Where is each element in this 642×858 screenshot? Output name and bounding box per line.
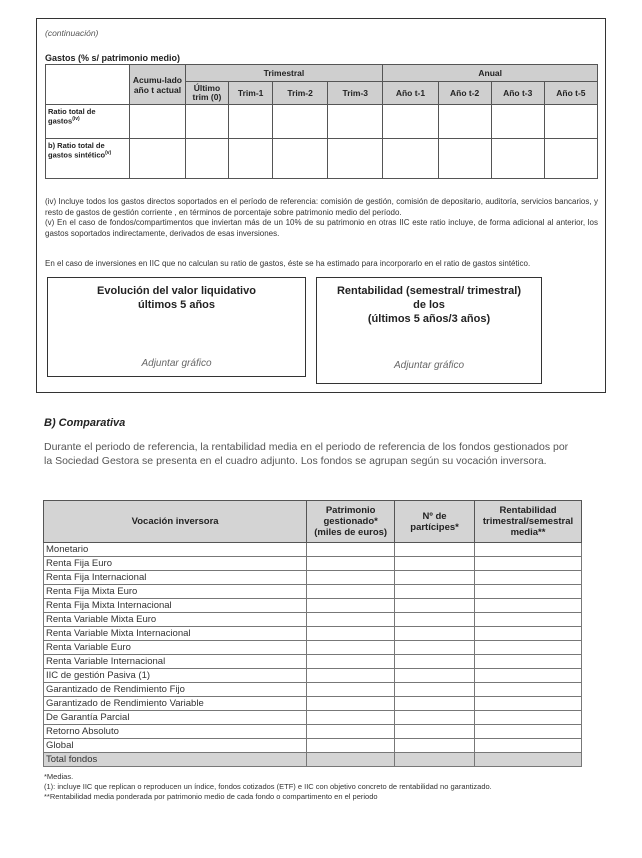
vocacion-cell: Renta Fija Mixta Internacional	[44, 599, 307, 613]
footnote-rentabilidad: **Rentabilidad media ponderada por patrimonio medio de cada fondo o compartimento en el periodo	[44, 792, 378, 801]
returns-title: Rentabilidad (semestral/ trimestral) de los (últimos 5 años/3 años)	[336, 285, 521, 325]
vocacion-cell: Renta Variable Internacional	[44, 655, 307, 669]
header-ano-t-5: Año t-5	[544, 82, 597, 105]
value-cell	[475, 669, 582, 683]
vocacion-cell: Renta Fija Euro	[44, 557, 307, 571]
value-cell	[395, 753, 475, 767]
value-cell	[395, 655, 475, 669]
value-cell	[475, 571, 582, 585]
header-acumulado: Acumu-lado año t actual	[130, 65, 185, 105]
comparison-table	[43, 500, 582, 767]
header-vocacion: Vocación inversora	[44, 501, 307, 543]
value-cell	[395, 599, 475, 613]
value-cell	[475, 627, 582, 641]
note-iic: En el caso de inversiones en IIC que no calculan su ratio de gastos, éste se ha estimado para incorporarlo en el ratio de gastos sintético.	[45, 259, 531, 268]
table-row	[44, 557, 582, 571]
vocacion-cell: Renta Variable Mixta Internacional	[44, 627, 307, 641]
vocacion-cell: Renta Variable Euro	[44, 641, 307, 655]
value-cell	[395, 697, 475, 711]
vocacion-cell: Retorno Absoluto	[44, 725, 307, 739]
section-b-intro: Durante el periodo de referencia, la rentabilidad media en el periodo de referencia de los fondos gestionados por la Sociedad Gestora se presenta en el cuadro adjunto. Los fondos se agrupan según su vocación inversora.	[44, 441, 569, 467]
value-cell	[307, 571, 395, 585]
value-cell	[475, 641, 582, 655]
attach-chart-placeholder: Adjuntar gráfico	[393, 360, 465, 371]
table-row	[44, 641, 582, 655]
value-cell	[475, 585, 582, 599]
table-row	[44, 669, 582, 683]
table-row	[44, 683, 582, 697]
value-cell	[307, 585, 395, 599]
header-rentabilidad: Rentabilidad trimestral/semestral media**	[475, 501, 582, 543]
vocacion-cell: Global	[44, 739, 307, 753]
header-ano-t-3: Año t-3	[491, 82, 544, 105]
header-participes: Nº de partícipes*	[395, 501, 475, 543]
header-trimestral: Trimestral	[185, 65, 383, 82]
table-row	[46, 139, 598, 179]
table-row	[46, 105, 598, 139]
section-b-title: B) Comparativa	[44, 417, 126, 429]
table-row	[44, 711, 582, 725]
table-row	[44, 599, 582, 613]
value-cell	[395, 739, 475, 753]
total-label: Total fondos	[44, 753, 307, 767]
value-cell	[395, 683, 475, 697]
expenses-table-title: Gastos (% s/ patrimonio medio)	[45, 53, 181, 63]
value-cell	[307, 613, 395, 627]
vocacion-cell: De Garantía Parcial	[44, 711, 307, 725]
value-cell	[475, 725, 582, 739]
value-cell	[307, 557, 395, 571]
header-trim-2: Trim-2	[273, 82, 328, 105]
vocacion-cell: IIC de gestión Pasiva (1)	[44, 669, 307, 683]
vocacion-cell: Garantizado de Rendimiento Variable	[44, 697, 307, 711]
table-row	[44, 571, 582, 585]
vocacion-cell: Renta Fija Internacional	[44, 571, 307, 585]
footnote-medias: *Medias.	[44, 772, 74, 781]
table-row	[44, 613, 582, 627]
header-trim-3: Trim-3	[328, 82, 383, 105]
table-row	[44, 725, 582, 739]
value-cell	[395, 711, 475, 725]
table-row	[44, 697, 582, 711]
header-anual: Anual	[383, 65, 598, 82]
value-cell	[307, 711, 395, 725]
table-row	[44, 627, 582, 641]
nav-evolution-chart-box	[47, 277, 306, 377]
value-cell	[307, 641, 395, 655]
vocacion-cell: Renta Variable Mixta Euro	[44, 613, 307, 627]
returns-chart-box	[316, 277, 542, 384]
value-cell	[475, 557, 582, 571]
value-cell	[395, 627, 475, 641]
value-cell	[475, 753, 582, 767]
empty-corner	[46, 65, 130, 105]
value-cell	[307, 739, 395, 753]
value-cell	[307, 669, 395, 683]
note-v: (v) En el caso de fondos/compartimentos que inviertan más de un 10% de su patrimonio en otras IIC este ratio incluye, de forma adicional al anterior, los gastos soportados indirectamente, derivados de esas inversiones.	[45, 218, 598, 238]
continuation-label: (continuación)	[45, 28, 99, 38]
value-cell	[475, 697, 582, 711]
value-cell	[307, 683, 395, 697]
header-ano-t-2: Año t-2	[438, 82, 491, 105]
vocacion-cell: Renta Fija Mixta Euro	[44, 585, 307, 599]
row-label-ratio-total: Ratio total de gastos$^{(iv)}$	[46, 105, 130, 139]
value-cell	[307, 543, 395, 557]
value-cell	[475, 655, 582, 669]
value-cell	[395, 543, 475, 557]
value-cell	[307, 627, 395, 641]
value-cell	[395, 557, 475, 571]
nav-evolution-title: Evolución del valor liquidativo últimos 5 años	[97, 285, 256, 311]
note-iv: (iv) Incluye todos los gastos directos soportados en el período de referencia: comisión de gestión, comisión de depositario, auditoría, servicios bancarios, y resto de gastos de gestión corriente , en términos de porcentaje sobre patrimonio medio del período.	[45, 197, 598, 217]
header-patrimonio: Patrimonio gestionado* (miles de euros)	[307, 501, 395, 543]
row-label-ratio-sintetico: b) Ratio total de gastos sintético$^{(v)}$	[46, 139, 130, 179]
value-cell	[475, 739, 582, 753]
value-cell	[395, 641, 475, 655]
total-row	[44, 753, 582, 767]
value-cell	[307, 753, 395, 767]
expenses-section-frame	[36, 18, 606, 393]
value-cell	[395, 613, 475, 627]
header-ultimo-trim: Último trim (0)	[185, 82, 229, 105]
value-cell	[307, 725, 395, 739]
value-cell	[395, 725, 475, 739]
table-row	[44, 585, 582, 599]
expenses-table	[45, 64, 598, 179]
value-cell	[395, 669, 475, 683]
value-cell	[395, 571, 475, 585]
vocacion-cell: Monetario	[44, 543, 307, 557]
attach-chart-placeholder: Adjuntar gráfico	[141, 358, 212, 369]
table-row	[44, 739, 582, 753]
vocacion-cell: Garantizado de Rendimiento Fijo	[44, 683, 307, 697]
value-cell	[475, 711, 582, 725]
value-cell	[307, 655, 395, 669]
expenses-notes	[45, 197, 598, 239]
value-cell	[307, 697, 395, 711]
value-cell	[395, 585, 475, 599]
section-b-footnotes	[44, 772, 564, 802]
value-cell	[475, 543, 582, 557]
value-cell	[475, 683, 582, 697]
header-ano-t-1: Año t-1	[383, 82, 438, 105]
value-cell	[475, 599, 582, 613]
value-cell	[307, 599, 395, 613]
table-row	[44, 543, 582, 557]
value-cell	[475, 613, 582, 627]
footnote-pasiva: (1): incluye IIC que replican o reproducen un índice, fondos cotizados (ETF) e IIC con objetivo concreto de rentabilidad no garantizado.	[44, 782, 492, 791]
table-row	[44, 655, 582, 669]
header-trim-1: Trim-1	[229, 82, 273, 105]
